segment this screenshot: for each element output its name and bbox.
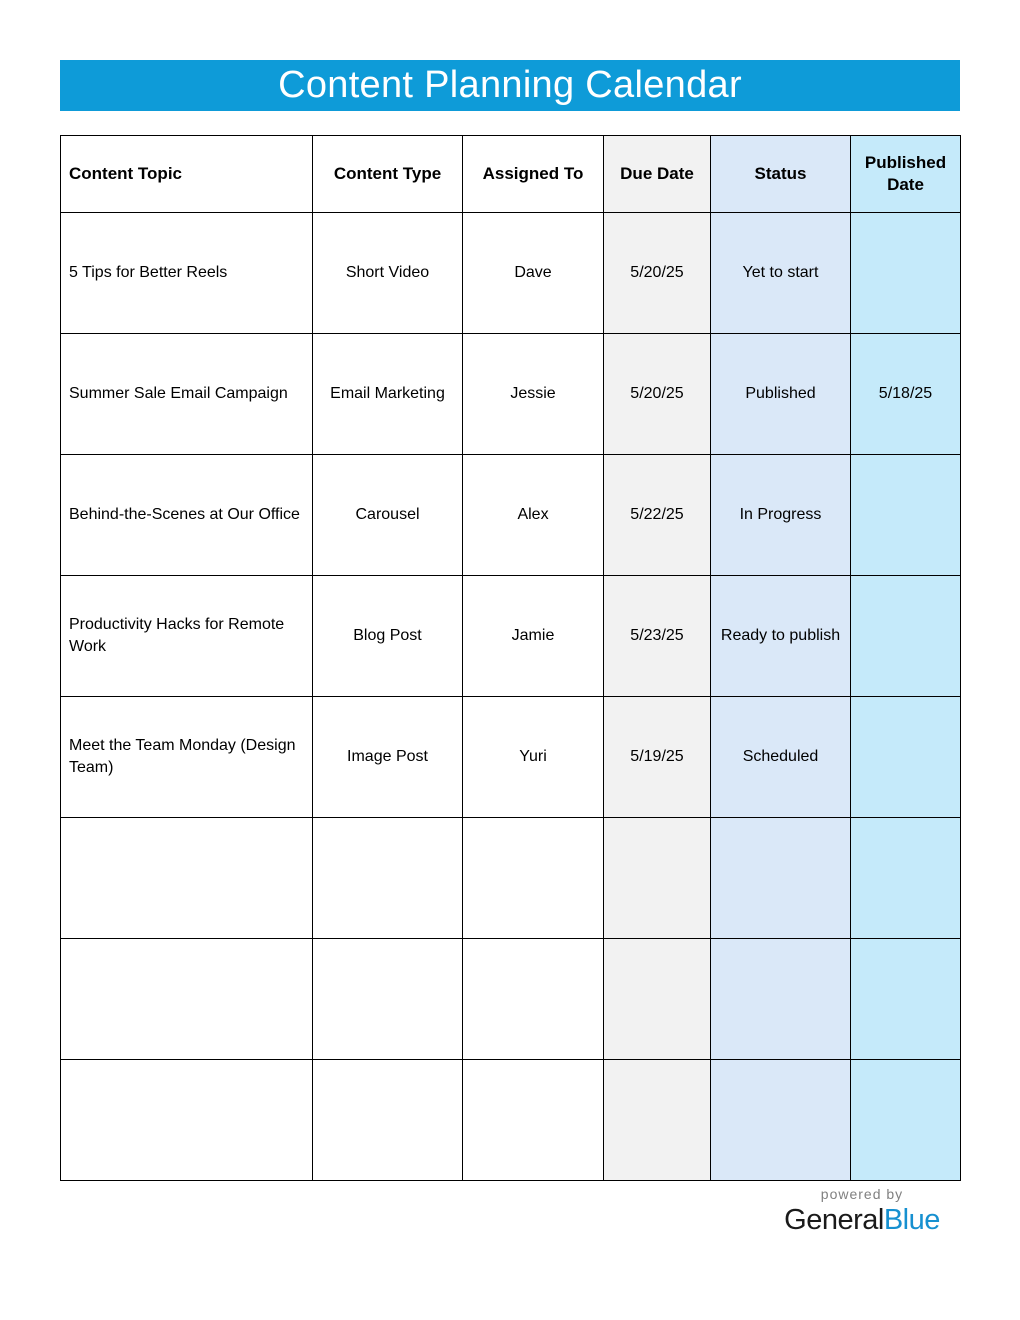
cell-status[interactable]: Yet to start — [711, 213, 851, 334]
cell-content-type[interactable] — [313, 818, 463, 939]
table-header-row — [61, 136, 961, 213]
table-row — [61, 576, 961, 697]
cell-published-date[interactable] — [851, 213, 961, 334]
cell-status[interactable] — [711, 818, 851, 939]
cell-content-topic[interactable]: Behind-the-Scenes at Our Office — [61, 455, 313, 576]
page-title: Content Planning Calendar — [60, 60, 960, 111]
cell-assigned-to[interactable]: Jessie — [463, 334, 604, 455]
cell-due-date[interactable]: 5/19/25 — [604, 697, 711, 818]
cell-status[interactable]: Scheduled — [711, 697, 851, 818]
cell-content-topic[interactable] — [61, 939, 313, 1060]
cell-assigned-to[interactable]: Jamie — [463, 576, 604, 697]
cell-content-type[interactable]: Short Video — [313, 213, 463, 334]
cell-content-topic[interactable] — [61, 818, 313, 939]
table-row — [61, 455, 961, 576]
content-calendar-table — [60, 135, 961, 1181]
cell-assigned-to[interactable]: Alex — [463, 455, 604, 576]
powered-by-footer — [772, 1185, 952, 1237]
cell-due-date[interactable] — [604, 1060, 711, 1181]
cell-published-date[interactable] — [851, 939, 961, 1060]
header-status: Status — [711, 136, 851, 213]
cell-content-topic[interactable]: Meet the Team Monday (Design Team) — [61, 697, 313, 818]
cell-content-topic[interactable]: Summer Sale Email Campaign — [61, 334, 313, 455]
generalblue-logo[interactable] — [772, 1203, 952, 1237]
header-published-date: Published Date — [851, 136, 961, 213]
cell-content-type[interactable] — [313, 1060, 463, 1181]
cell-status[interactable]: In Progress — [711, 455, 851, 576]
cell-published-date[interactable] — [851, 455, 961, 576]
cell-status[interactable] — [711, 1060, 851, 1181]
cell-content-type[interactable]: Blog Post — [313, 576, 463, 697]
cell-content-type[interactable]: Carousel — [313, 455, 463, 576]
powered-by-text: powered by — [820, 1186, 904, 1202]
cell-content-type[interactable]: Email Marketing — [313, 334, 463, 455]
table-row — [61, 697, 961, 818]
cell-content-topic[interactable]: 5 Tips for Better Reels — [61, 213, 313, 334]
cell-content-topic[interactable]: Productivity Hacks for Remote Work — [61, 576, 313, 697]
cell-due-date[interactable]: 5/22/25 — [604, 455, 711, 576]
cell-due-date[interactable] — [604, 939, 711, 1060]
cell-content-type[interactable] — [313, 939, 463, 1060]
cell-assigned-to[interactable] — [463, 939, 604, 1060]
table-row — [61, 1060, 961, 1181]
cell-assigned-to[interactable] — [463, 1060, 604, 1181]
cell-published-date[interactable]: 5/18/25 — [851, 334, 961, 455]
table-row — [61, 334, 961, 455]
cell-content-topic[interactable] — [61, 1060, 313, 1181]
header-due-date: Due Date — [604, 136, 711, 213]
cell-status[interactable]: Published — [711, 334, 851, 455]
brand-general-text: General — [784, 1204, 884, 1236]
table-row — [61, 818, 961, 939]
cell-due-date[interactable]: 5/20/25 — [604, 213, 711, 334]
cell-published-date[interactable] — [851, 818, 961, 939]
cell-status[interactable] — [711, 939, 851, 1060]
cell-status[interactable]: Ready to publish — [711, 576, 851, 697]
cell-assigned-to[interactable] — [463, 818, 604, 939]
cell-published-date[interactable] — [851, 697, 961, 818]
cell-assigned-to[interactable]: Dave — [463, 213, 604, 334]
cell-due-date[interactable]: 5/20/25 — [604, 334, 711, 455]
cell-published-date[interactable] — [851, 1060, 961, 1181]
brand-blue-text: Blue — [883, 1204, 940, 1236]
header-assigned-to: Assigned To — [463, 136, 604, 213]
cell-published-date[interactable] — [851, 576, 961, 697]
header-content-type: Content Type — [313, 136, 463, 213]
table-row — [61, 939, 961, 1060]
header-content-topic: Content Topic — [61, 136, 313, 213]
cell-assigned-to[interactable]: Yuri — [463, 697, 604, 818]
cell-due-date[interactable]: 5/23/25 — [604, 576, 711, 697]
cell-content-type[interactable]: Image Post — [313, 697, 463, 818]
cell-due-date[interactable] — [604, 818, 711, 939]
table-row — [61, 213, 961, 334]
